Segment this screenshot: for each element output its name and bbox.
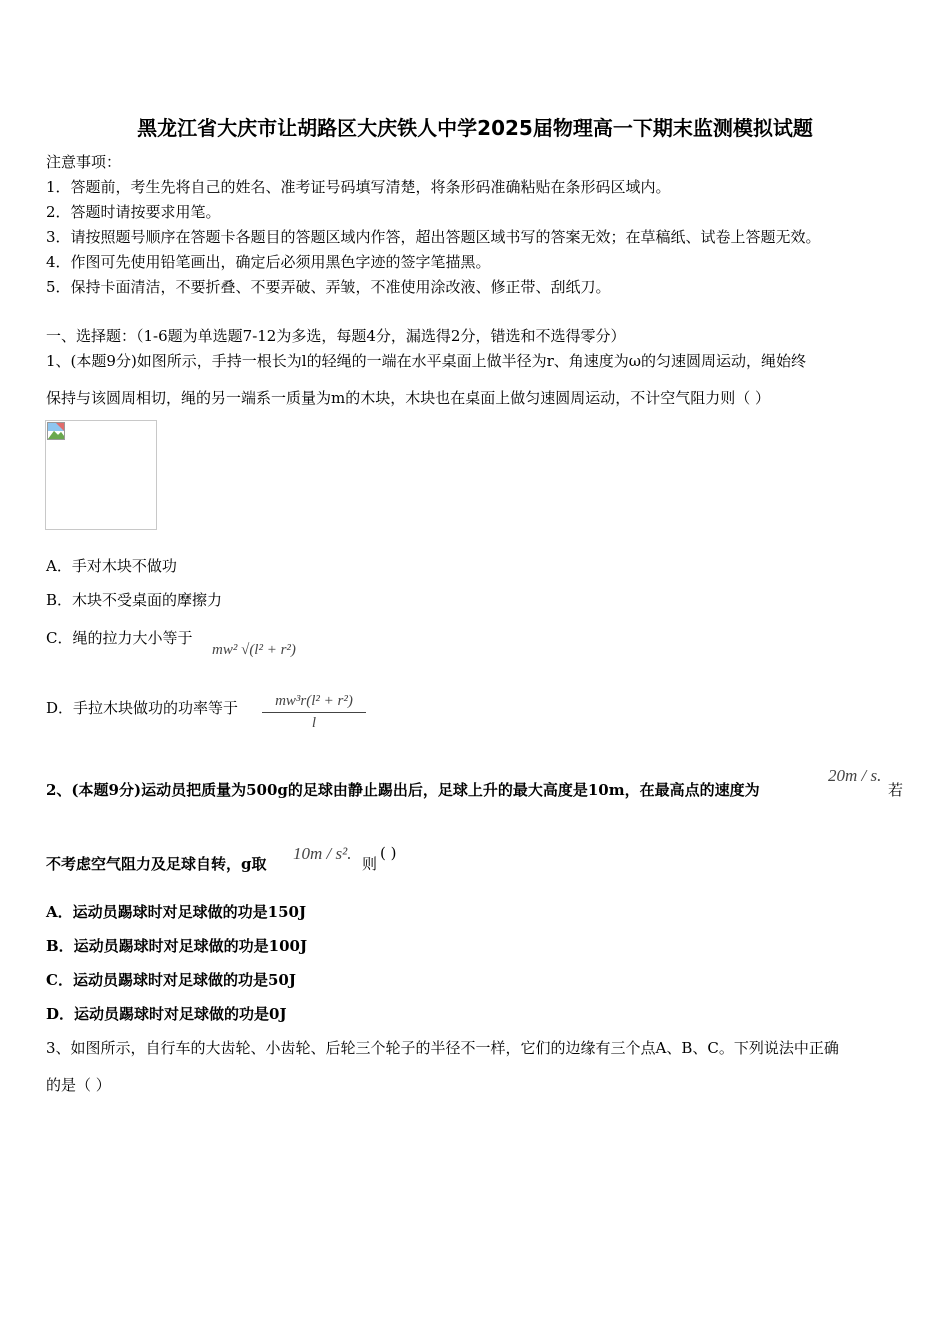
q1-formula-c: mw² √(l² + r²) <box>212 642 296 658</box>
q1-option-a: A．手对木块不做功 <box>46 557 177 575</box>
q1-option-b: B．木块不受桌面的摩擦力 <box>46 591 223 609</box>
q1-formula-d <box>262 693 366 732</box>
notice-item: 5．保持卡面清洁，不要折叠、不要弄破、弄皱，不准使用涂改液、修正带、刮纸刀。 <box>46 278 611 296</box>
q2-ze: 则 <box>362 855 378 873</box>
broken-image-icon <box>47 422 65 440</box>
q1-formula-d-numerator: mw³r(l² + r²) <box>262 693 366 713</box>
section-heading: 一、选择题：（1-6题为单选题7-12为多选，每题4分，漏选得2分，错选和不选得零分） <box>46 327 626 345</box>
q1-line-1: 1、(本题9分)如图所示，手持一根长为l的轻绳的一端在水平桌面上做半径为r、角速度为ω的匀速圆周运动，绳始终 <box>46 352 806 370</box>
q3-line-2: 的是（ ） <box>46 1076 111 1094</box>
notice-item: 2．答题时请按要求用笔。 <box>46 203 221 221</box>
q1-option-d: D．手拉木块做功的功率等于 <box>46 699 239 717</box>
notice-item: 4．作图可先使用铅笔画出，确定后必须用黑色字迹的签字笔描黑。 <box>46 253 491 271</box>
q1-formula-d-denominator: l <box>311 715 317 731</box>
q2-answer-bracket: ( ) <box>380 844 397 862</box>
q1-option-c: C．绳的拉力大小等于 <box>46 629 193 647</box>
q2-option-a: A．运动员踢球时对足球做的功是150J <box>46 903 307 921</box>
q1-line-2: 保持与该圆周相切，绳的另一端系一质量为m的木块，木块也在桌面上做匀速圆周运动，不计空气阻力则（ ） <box>46 389 770 407</box>
q3-line-1: 3、如图所示，自行车的大齿轮、小齿轮、后轮三个轮子的半径不一样，它们的边缘有三个点A、B、C。下列说法中正确 <box>46 1039 839 1057</box>
q2-line-2: 不考虑空气阻力及足球自转，g取 <box>46 855 267 873</box>
notice-item: 1．答题前，考生先将自己的姓名、准考证号码填写清楚，将条形码准确粘贴在条形码区域内。 <box>46 178 671 196</box>
notice-heading: 注意事项： <box>46 153 122 171</box>
q2-ruo: 若 <box>888 781 904 799</box>
q1-figure-placeholder <box>45 420 157 530</box>
page-title: 黑龙江省大庆市让胡路区大庆铁人中学2025届物理高一下期末监测模拟试题 <box>137 116 813 140</box>
q2-speed-value: 20m / s. <box>828 766 882 785</box>
q2-option-b: B．运动员踢球时对足球做的功是100J <box>46 937 308 955</box>
notice-item: 3．请按照题号顺序在答题卡各题目的答题区域内作答，超出答题区域书写的答案无效；在草稿纸、试卷上答题无效。 <box>46 228 821 246</box>
q2-g-value: 10m / s². <box>293 844 352 863</box>
q2-line-1: 2、(本题9分)运动员把质量为500g的足球由静止踢出后，足球上升的最大高度是10m，在最高点的速度为 <box>46 781 760 799</box>
q2-option-d: D．运动员踢球时对足球做的功是0J <box>46 1005 287 1023</box>
q2-option-c: C．运动员踢球时对足球做的功是50J <box>46 971 296 989</box>
